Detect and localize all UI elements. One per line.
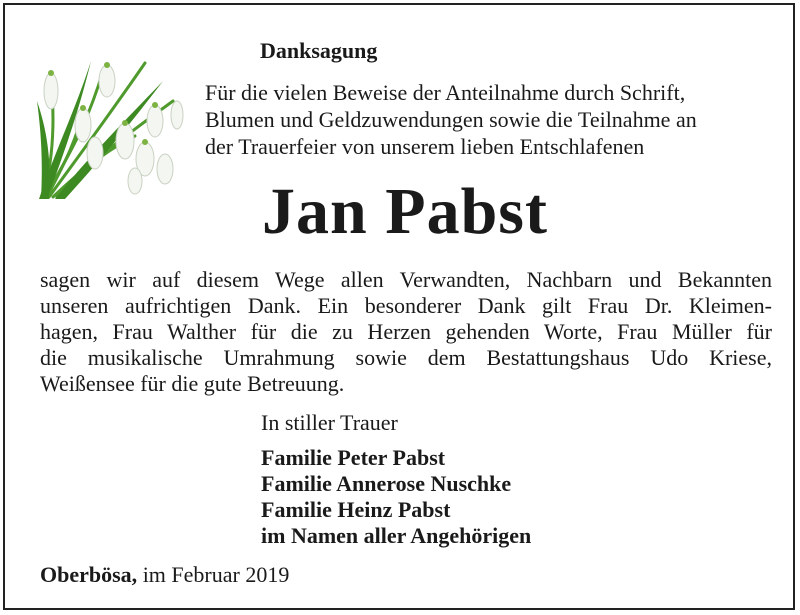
thanks-text bbox=[40, 267, 772, 397]
family-name: Familie Heinz Pabst bbox=[261, 497, 451, 522]
intro-text bbox=[205, 79, 775, 160]
thanks-line: unseren aufrichtigen Dank. Ein besonderer Dank gilt Frau Dr. Kleimen- bbox=[40, 293, 772, 318]
notice-title: Danksagung bbox=[260, 38, 378, 63]
thanks-line: hagen, Frau Walther für die zu Herzen gehenden Worte, Frau Müller für bbox=[40, 319, 772, 344]
family-signatures bbox=[261, 445, 531, 549]
obituary-notice bbox=[3, 3, 795, 610]
family-name: Familie Annerose Nuschke bbox=[261, 471, 512, 496]
thanks-line: sagen wir auf diesem Wege allen Verwandten, Nachbarn und Bekannten bbox=[40, 267, 772, 292]
thanks-line: Weißensee für die gute Betreuung. bbox=[40, 371, 345, 396]
family-name: Familie Peter Pabst bbox=[261, 445, 446, 470]
thanks-line: die musikalische Umrahmung sowie dem Bestattungshaus Udo Kriese, bbox=[40, 345, 772, 370]
intro-line: Für die vielen Beweise der Anteilnahme durch Schrift, bbox=[205, 80, 686, 105]
mourning-line: In stiller Trauer bbox=[261, 410, 398, 435]
intro-line: Blumen und Geldzuwendungen sowie die Teilnahme an bbox=[205, 107, 697, 132]
date: im Februar 2019 bbox=[142, 562, 290, 587]
intro-line: der Trauerfeier von unserem lieben Entschlafenen bbox=[205, 134, 645, 159]
place: Oberbösa, bbox=[40, 562, 138, 587]
deceased-name: Jan Pabst bbox=[262, 175, 548, 248]
place-date bbox=[40, 562, 289, 588]
family-name: im Namen aller Angehörigen bbox=[261, 523, 532, 548]
